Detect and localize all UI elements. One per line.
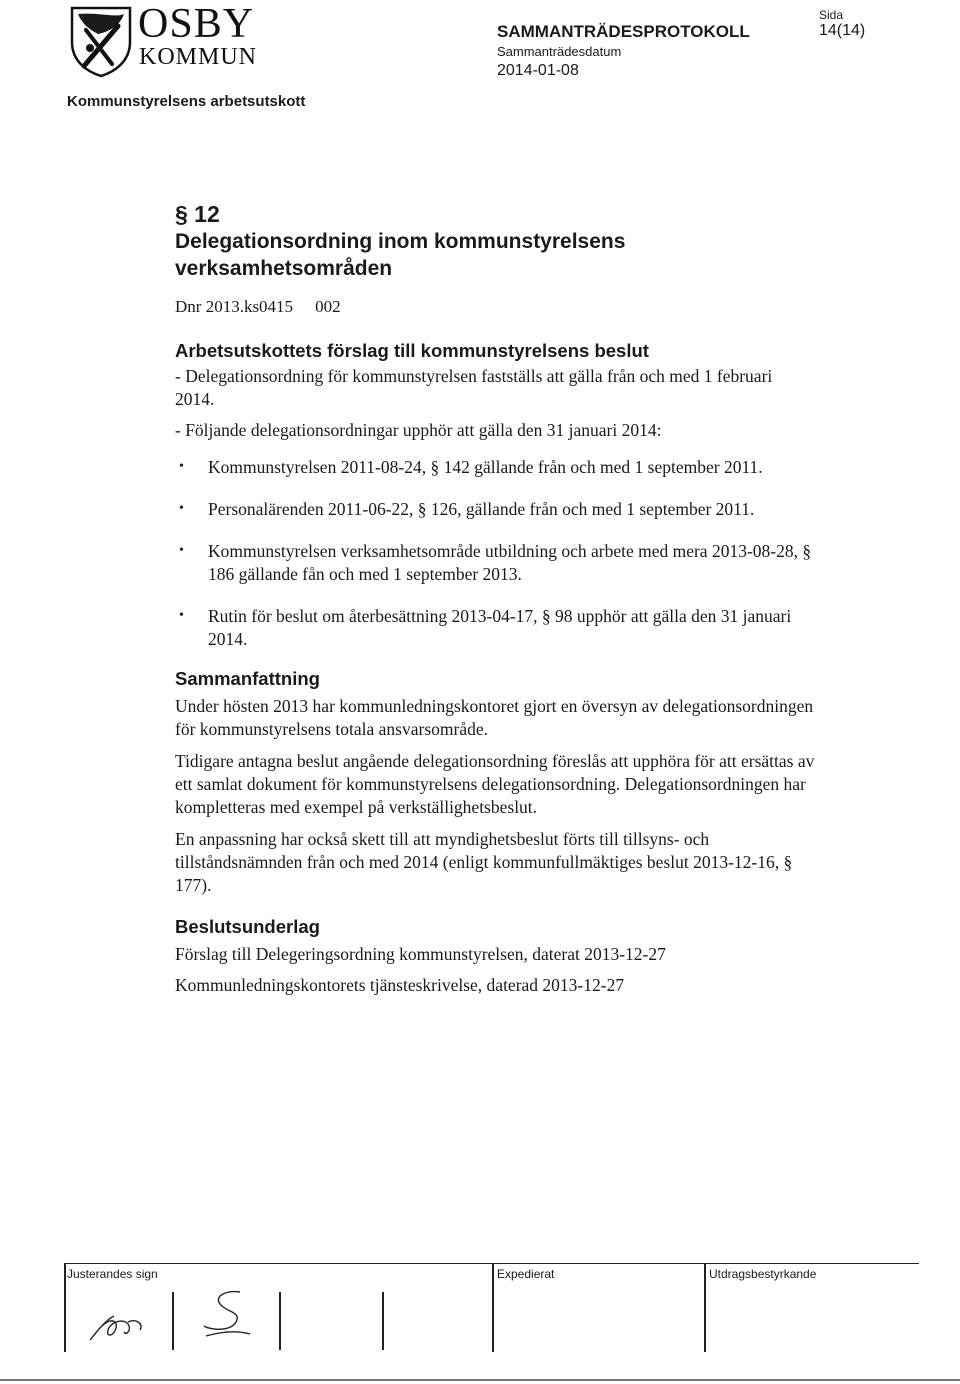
protocol-section xyxy=(175,200,815,997)
utdragsbestyrkande-label: Utdragsbestyrkande xyxy=(709,1267,817,1281)
page-bottom-rule xyxy=(0,1379,960,1381)
expedierat-cell xyxy=(494,1264,704,1352)
committee-name: Kommunstyrelsens arbetsutskott xyxy=(67,93,306,110)
meeting-date: 2014-01-08 xyxy=(497,62,579,79)
repealed-list xyxy=(175,456,815,651)
basis-heading: Beslutsunderlag xyxy=(175,916,320,937)
basis-item: Kommunledningskontorets tjänsteskrivelse, daterad 2013-12-27 xyxy=(175,975,625,995)
proposal-line-1: - Delegationsordning för kommunstyrelsen fastställs att gälla från och med 1 februari 2014. xyxy=(175,366,773,409)
logo-wordmark: OSBY xyxy=(138,1,255,47)
utdragsbestyrkande-cell xyxy=(706,1264,916,1352)
proposal-line-2: - Följande delegationsordningar upphör att gälla den 31 januari 2014: xyxy=(175,420,662,440)
signature-divider xyxy=(172,1292,174,1350)
list-item: • Rutin för beslut om återbesättning 2013-04-17, § 98 upphör att gälla den 31 januari 2014. xyxy=(175,605,815,651)
summary-paragraph: En anpassning har också skett till att myndighetsbeslut förts till tillsyns- och tillståndsnämnden från och med 2014 (enligt kommunfullmäktiges beslut 2013-12-16, § 177). xyxy=(175,829,793,895)
page-label: Sida xyxy=(819,8,844,22)
list-item: • Personalärenden 2011-06-22, § 126, gällande från och med 1 september 2011. xyxy=(175,498,815,521)
meeting-date-label: Sammanträdesdatum xyxy=(497,44,622,59)
handwritten-signature-2 xyxy=(196,1286,256,1342)
proposal-heading: Arbetsutskottets förslag till kommunstyrelsens beslut xyxy=(175,340,649,361)
signature-divider xyxy=(279,1292,281,1350)
summary-paragraph: Tidigare antagna beslut angående delegationsordning föreslås att upphöra för att ersättas av ett samlat dokument för kommunstyrelsens delegationsordning. Delegationsordningen har kompletteras med exempel på verkställighetsbeslut. xyxy=(175,751,815,817)
basis-item: Förslag till Delegeringsordning kommunstyrelsen, daterat 2013-12-27 xyxy=(175,944,666,964)
summary-heading: Sammanfattning xyxy=(175,668,320,689)
municipality-emblem-icon xyxy=(68,4,134,78)
signature-box xyxy=(64,1263,919,1352)
list-item: • Kommunstyrelsen 2011-08-24, § 142 gällande från och med 1 september 2011. xyxy=(175,456,815,479)
document-type: SAMMANTRÄDESPROTOKOLL xyxy=(497,22,750,41)
summary-paragraph: Under hösten 2013 har kommunledningskontoret gjort en översyn av delegationsordningen för kommunstyrelsens totala ansvarsområde. xyxy=(175,696,814,739)
paragraph-number: § 12 xyxy=(175,201,220,227)
signature-divider xyxy=(382,1292,384,1350)
section-title-line1: Delegationsordning inom kommunstyrelsens xyxy=(175,230,626,253)
justerandes-sign-cell xyxy=(64,1264,364,1352)
justerandes-sign-label: Justerandes sign xyxy=(67,1267,158,1281)
diary-number-value: Dnr 2013.ks0415 xyxy=(175,297,294,316)
handwritten-signature-1 xyxy=(84,1290,164,1348)
logo-subtitle: KOMMUN xyxy=(139,44,258,70)
section-title-line2: verksamhetsområden xyxy=(175,257,393,280)
page-number: 14(14) xyxy=(819,22,866,39)
diary-code: 002 xyxy=(315,297,341,316)
expedierat-label: Expedierat xyxy=(497,1267,555,1281)
diary-number xyxy=(175,296,815,318)
list-item: • Kommunstyrelsen verksamhetsområde utbildning och arbete med mera 2013-08-28, § 186 gällande fån och med 1 september 2013. xyxy=(175,540,815,586)
